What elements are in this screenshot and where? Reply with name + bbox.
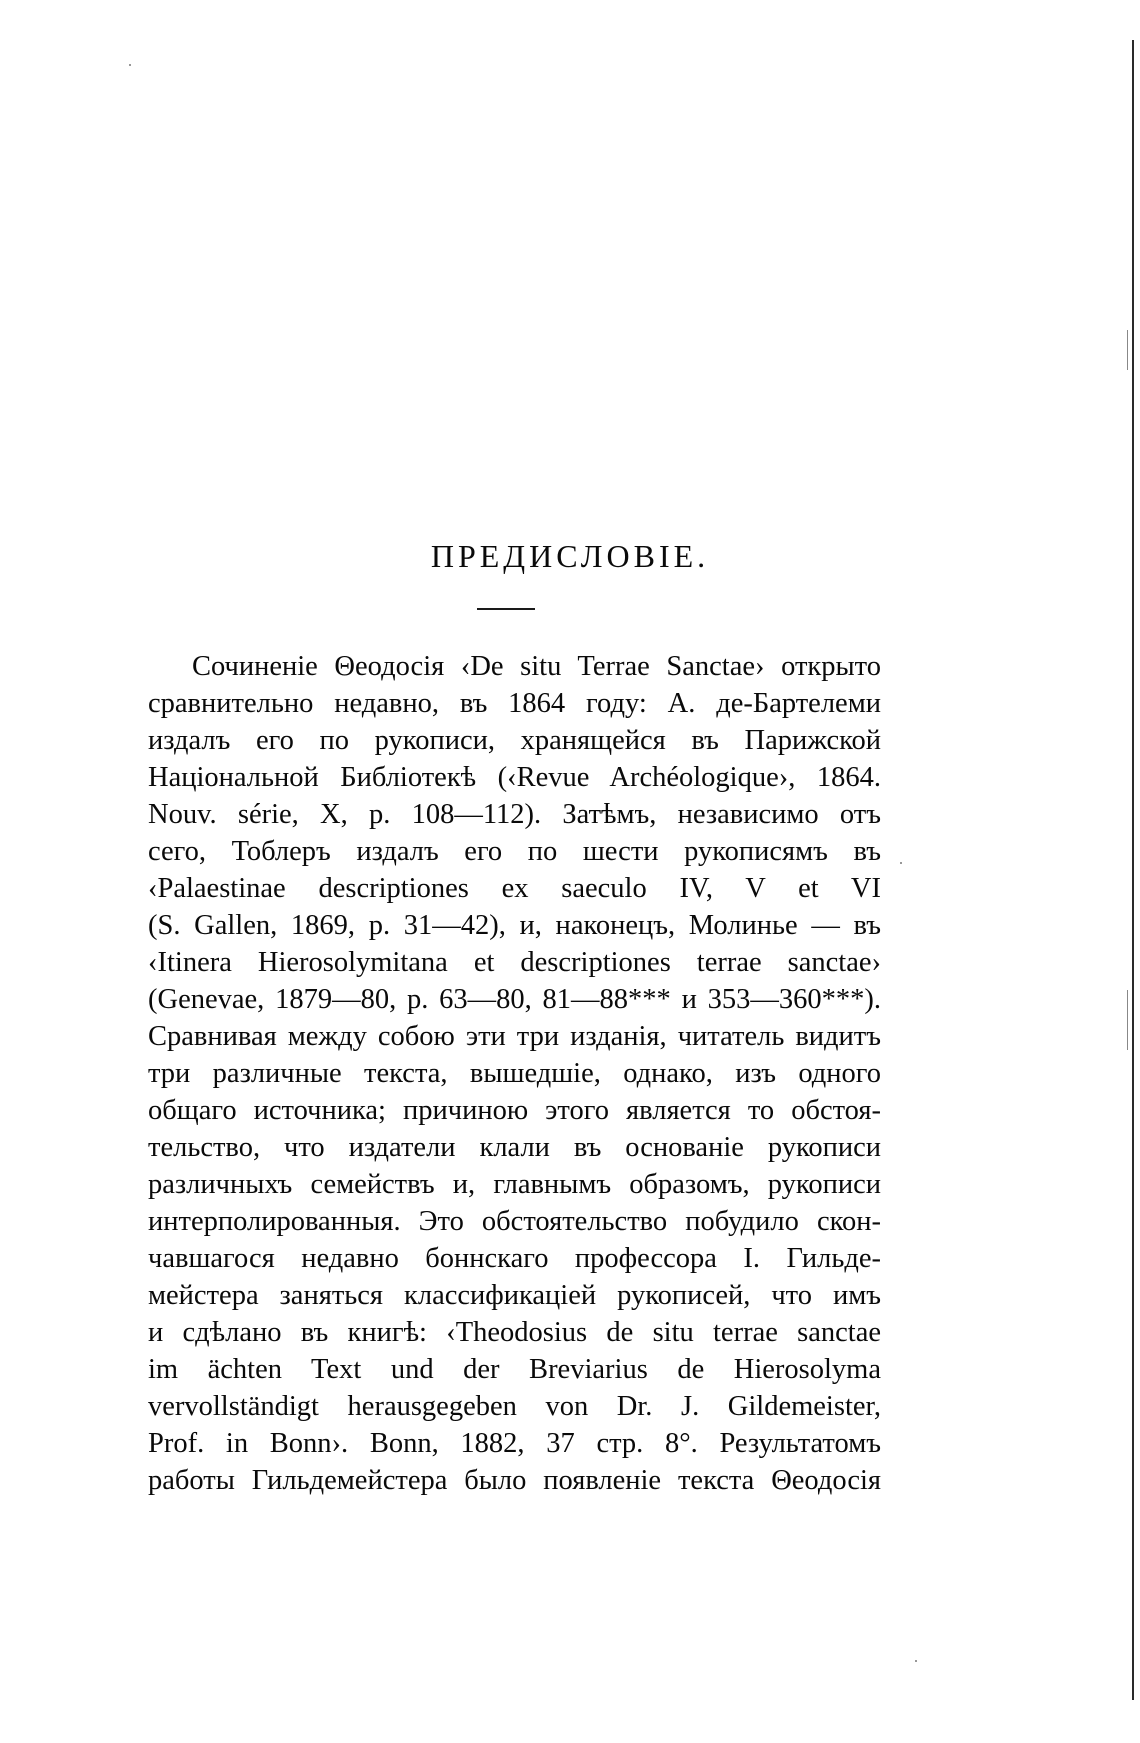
- text-line: чавшагося недавно боннскаго профессора I. Гильде-: [148, 1243, 881, 1274]
- text-line: ‹Itinera Hierosolymitana et descriptiones terrae sanctae›: [148, 947, 881, 978]
- text-line: интерполированныя. Это обстоятельство побудило скон-: [148, 1206, 881, 1237]
- text-line: различныхъ семействъ и, главнымъ образомъ, рукописи: [148, 1169, 881, 1200]
- text-line: ‹Palaestinae descriptiones ex saeculo IV, V et VI: [148, 873, 881, 904]
- paper-speck: [129, 64, 131, 66]
- text-line: сравнительно недавно, въ 1864 году: А. де-Бартелеми: [148, 688, 881, 719]
- text-line: vervollständigt herausgegeben von Dr. J. Gildemeister,: [148, 1391, 881, 1422]
- text-line: Prof. in Bonn›. Bonn, 1882, 37 стр. 8°. Результатомъ: [148, 1428, 881, 1459]
- title-divider: [477, 608, 535, 610]
- text-line: тельство, что издатели клали въ основаніе рукописи: [148, 1132, 881, 1163]
- text-line: Nouv. série, X, p. 108—112). Затѣмъ, независимо отъ: [148, 799, 881, 830]
- text-line: мейстера заняться классификаціей рукописей, что имъ: [148, 1280, 881, 1311]
- text-line: (S. Gallen, 1869, p. 31—42), и, наконецъ, Молинье — въ: [148, 910, 881, 941]
- paper-speck: [915, 1660, 917, 1662]
- text-line: общаго источника; причиною этого является то обстоя-: [148, 1095, 881, 1126]
- text-line: Сочиненіе Θеодосія ‹De situ Terrae Sanctae› открыто: [192, 651, 881, 682]
- page-title: ПРЕДИСЛОВІЕ.: [430, 538, 710, 574]
- text-line: работы Гильдемейстера было появленіе текста Θеодосія: [148, 1465, 881, 1496]
- page-edge-line: [1132, 40, 1134, 1700]
- text-line: im ächten Text und der Breviarius de Hierosolyma: [148, 1354, 881, 1385]
- text-line: и сдѣлано въ книгѣ: ‹Theodosius de situ terrae sanctae: [148, 1317, 881, 1348]
- preface-paragraph: [148, 648, 881, 1499]
- text-line: сего, Тоблеръ издалъ его по шести рукописямъ въ: [148, 836, 881, 867]
- text-line: Сравнивая между собою эти три изданія, читатель видитъ: [148, 1021, 881, 1052]
- page-edge-mark: [1127, 990, 1128, 1050]
- text-line: три различные текста, вышедшіе, однако, изъ одного: [148, 1058, 881, 1089]
- text-line: (Genevae, 1879—80, p. 63—80, 81—88*** и 353—360***).: [148, 984, 881, 1015]
- text-line: издалъ его по рукописи, хранящейся въ Парижской: [148, 725, 881, 756]
- paper-speck: [900, 862, 902, 864]
- text-line: Національной Библіотекѣ (‹Revue Archéologique›, 1864.: [148, 762, 881, 793]
- page-edge-mark: [1127, 330, 1128, 370]
